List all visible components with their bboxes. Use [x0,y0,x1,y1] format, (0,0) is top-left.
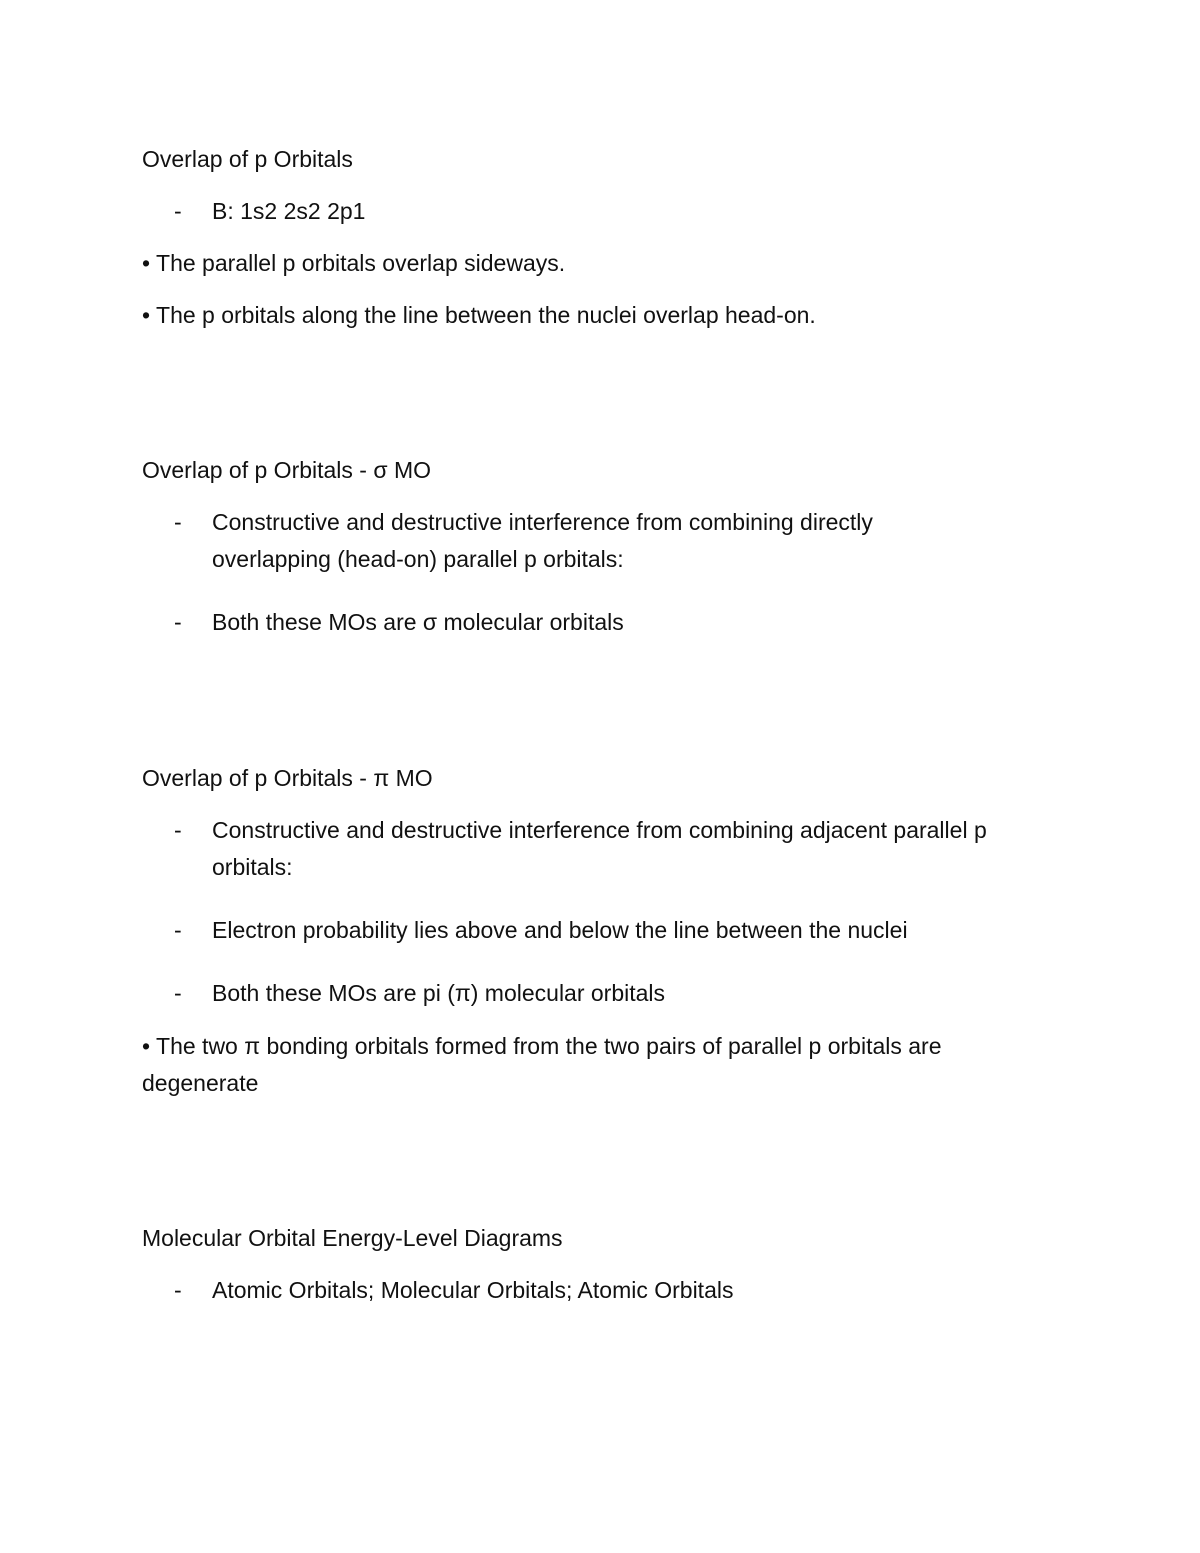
section4-title: Molecular Orbital Energy-Level Diagrams [142,1225,563,1251]
dash-item-text: Constructive and destructive interference from combining directly overlapping (head-on) parallel p orbitals: [212,509,873,572]
section3-dash-item-1 [142,812,1072,886]
section1-title: Overlap of p Orbitals [142,146,353,172]
dash-marker: - [174,817,182,843]
dash-item-text: B: 1s2 2s2 2p1 [212,198,366,224]
dash-item-text: Atomic Orbitals; Molecular Orbitals; Atomic Orbitals [212,1277,734,1303]
dash-marker: - [174,198,182,224]
section1-bullet-1: • The parallel p orbitals overlap sideways. [142,250,566,276]
dash-item-text: Constructive and destructive interference from combining adjacent parallel p orbitals: [212,817,987,880]
dash-marker: - [174,980,182,1006]
dash-item-text: Both these MOs are pi (π) molecular orbitals [212,980,666,1006]
section4-dash-item-1 [142,1272,1072,1309]
dash-item-text: Both these MOs are σ molecular orbitals [212,609,624,635]
dash-marker: - [174,917,182,943]
section2-dash-item-2 [142,604,1072,641]
section3-dash-item-3 [142,975,1072,1012]
section1-dash-item-1 [142,193,1072,230]
dash-item-text: Electron probability lies above and below the line between the nuclei [212,917,908,943]
dash-marker: - [174,509,182,535]
section1-bullet-2: • The p orbitals along the line between the nuclei overlap head-on. [142,302,816,328]
dash-marker: - [174,609,182,635]
section2-title: Overlap of p Orbitals - σ MO [142,457,431,483]
section3-dash-item-2 [142,912,1072,949]
section3-title: Overlap of p Orbitals - π MO [142,765,433,791]
section3-bullet-1: • The two π bonding orbitals formed from the two pairs of parallel p orbitals are degenerate [142,1033,942,1096]
section2-dash-item-1 [142,504,1072,578]
dash-marker: - [174,1277,182,1303]
